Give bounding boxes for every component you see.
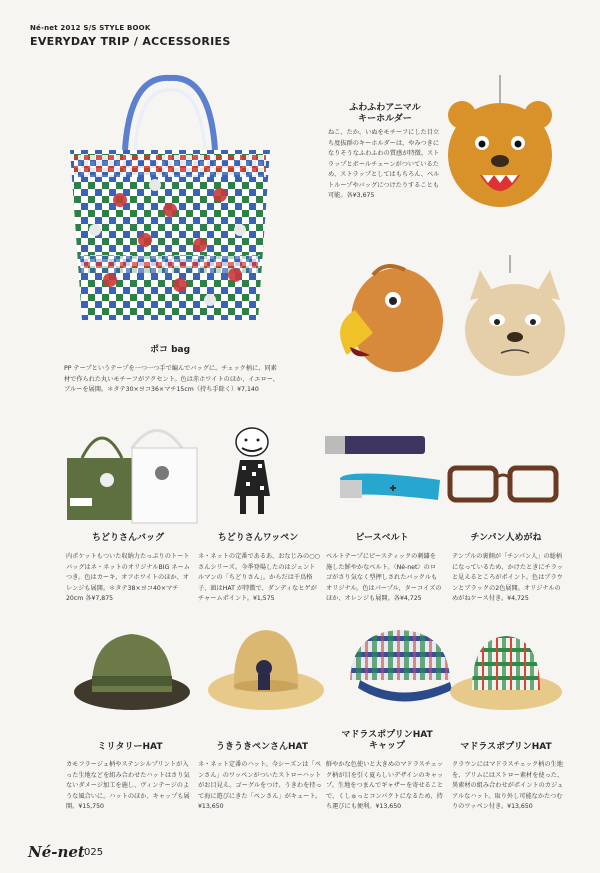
madras-hat-desc: クラウンにはマドラスチェック柄の生地を、ブリムにはストロー素材を使った、異素材の組み合わせがポイントのカジュアルなハット。取り外し可能なかたつむりのワッペン付き。¥13,650 xyxy=(452,761,564,810)
ukiuki-hat-title: うきうきペンさんHAT xyxy=(216,742,308,752)
madras-cap-desc: 鮮やかな色使いと大きめのマドラスチェック柄が目を引く夏らしいデザインのキャップ。生地をつまんでギャザーを寄せることで、くしゅっとコンパクトになるため、持ち運びにも便利。¥13,650 xyxy=(326,761,444,810)
chidori-patch-desc: ネ・ネットの定番であるあ、おなじみの○○さんシリーズ。今季登場したのはジェントルマンの「ちどりさん」。からだは千鳥格子、頭はHAT が特徴で、ダンディなヒゲがチャームポイント。¥1,575 xyxy=(198,553,320,602)
animal-keyholder-desc: ねこ、たか、いぬをモチーフにした目立ち度抜群のキーホルダーは、やみつきになりそうなふわふわの質感が特徴。ストラップとボールチェーンがついているため、ストラップとしてはもちろん、ベルトループやバッグにつけたりすることも可能。各¥3,675 xyxy=(328,129,440,199)
chidori-bag-title: ちどりさんバッグ xyxy=(91,533,164,543)
peace-belt-image xyxy=(320,428,450,526)
footer-logo: Né-net xyxy=(28,843,85,861)
chidori-bag-image xyxy=(62,418,202,526)
military-hat-desc: カモフラージュ柄やステンシルプリントが入った生地などを組み合わせたハットはさり気ないダメージ加工を施し、ヴィンテージのような風合いに。ハットのほか、キャップも展開。¥15,750 xyxy=(66,761,190,810)
lion-keyholder-image xyxy=(440,75,560,215)
madras-cap-title: マドラスポプリンHAT キャップ xyxy=(341,730,433,751)
chidori-patch-image xyxy=(222,426,282,521)
poko-bag-title: ポコ bag xyxy=(149,345,191,355)
military-hat-title: ミリタリーHAT xyxy=(97,742,163,752)
poko-bag-desc: PP テープというテープを一つ一つ手で編んでバッグに。チェック柄に、同素材で作られた丸いモチーフがアクセント。色は赤ホワイトのほか、イエロー、ブルーを展開。＊タテ30×ヨコ36×マチ15cm（持ち手除く）¥7,140 xyxy=(64,365,279,393)
chinpan-glasses-desc: テンプルの裏側が「チンパン人」の総柄になっているため、かけたときにチラッと見えるところがポイント。色はブラウンとブラックの2色展開。オリジナルのめがねケース付き。¥4,725 xyxy=(452,553,564,602)
poko-bag-image xyxy=(60,70,280,330)
magazine-header: Né-net 2012 S/S STYLE BOOK xyxy=(30,24,151,32)
page-number: 025 xyxy=(84,847,104,858)
ukiuki-hat-image xyxy=(204,620,329,715)
chidori-patch-title: ちどりさんワッペン xyxy=(217,533,299,543)
madras-cap-image xyxy=(340,620,460,715)
chinpan-glasses-image xyxy=(444,462,564,508)
peace-belt-title: ピースベルト xyxy=(355,533,409,543)
chidori-bag-desc: 内ポケットもついた収納力たっぷりのトートバッグはネ・ネットのオリジナルBIG ネームつき。色はカーキ、オフホワイトのほか、オレンジも展開。＊タテ38×ヨコ40×マチ20cm 各¥7,875 xyxy=(66,553,190,602)
dog-keyholder-image xyxy=(455,255,575,385)
section-title: EVERYDAY TRIP / ACCESSORIES xyxy=(30,35,231,48)
madras-hat-title: マドラスポプリンHAT xyxy=(460,742,552,752)
peace-belt-desc: ベルトテープにピースティックの刺繍を施した鮮やかなベルト。〈Né-net〉のロゴがさり気なく型押しされたバックルもオリジナル。色はパープル、ターコイズのほか、オレンジも展開。各¥4,725 xyxy=(326,553,442,602)
madras-hat-image xyxy=(446,620,566,715)
eagle-keyholder-image xyxy=(325,255,445,385)
military-hat-image xyxy=(70,620,195,715)
ukiuki-hat-desc: ネ・ネット定番のハット。今シーズンは「ペンさん」のワッペンがついたストローハットがお目見え。ゴーグルをつけ、うきわを持って海に遊びにきた「ペンさん」がキュート。¥13,650 xyxy=(198,761,322,810)
animal-keyholder-title: ふわふわアニマル キーホルダー xyxy=(349,103,421,124)
chinpan-glasses-title: チンパン人めがね xyxy=(470,533,542,543)
